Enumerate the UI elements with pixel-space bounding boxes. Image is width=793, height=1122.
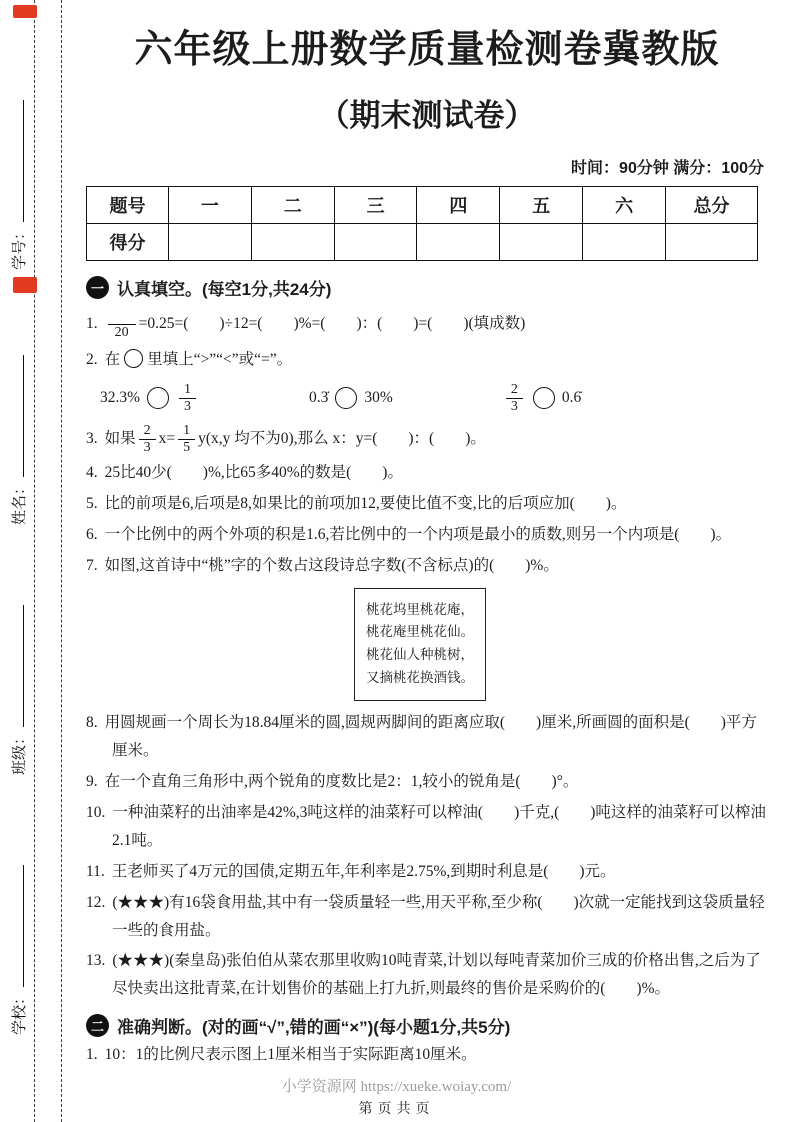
question-1 [86,308,768,341]
poem-line: 桃花仙人种桃树， [366,647,474,663]
school-field [7,845,29,1035]
score-table-header-row [87,186,758,223]
score-table-row-label: 题号 [87,186,169,223]
poem-line: 桃花庵里桃花仙。 [366,624,474,640]
comparison-3 [503,382,581,415]
question-number: 4. [86,463,98,481]
student-id-field [7,80,29,270]
question-text: 10：1的比例尺表示图上1厘米相当于实际距离10厘米。 [104,1046,477,1064]
question-number: 9. [86,773,98,791]
question-number: 7. [86,556,98,574]
question-number: 10. [86,803,106,821]
score-cell [500,223,583,260]
school-blank [12,865,24,987]
fraction-one-fifth: $\frac{1}{5}$ [178,423,195,456]
question-text: 如图,这首诗中“桃”字的个数占这段诗总字数(不含标点)的( )%。 [104,556,559,574]
question-3 [86,423,768,456]
question-number: 11. [86,862,105,880]
poem-line: 又摘桃花换酒钱。 [366,670,474,686]
poem-box [354,588,486,702]
question-text: 如果 [104,429,136,447]
binding-dashed-line [34,0,35,1122]
score-table-col: 六 [583,186,666,223]
question-number: 3. [86,429,98,447]
question-text: 一种油菜籽的出油率是42%,3吨这样的油菜籽可以榨油( )千克,( )吨这样的油菜籽可以榨油2.1吨。 [112,803,766,849]
question-6 [86,521,768,549]
student-name-field [7,335,29,525]
registration-mark [13,5,37,18]
score-cell [169,223,252,260]
score-cell [251,223,334,260]
section-1-header [86,275,768,300]
class-label: 班级： [10,729,28,775]
student-id-blank [12,100,24,222]
comparison-1 [100,382,199,415]
exam-meta: 时间：90分钟 满分：100分 [571,159,764,177]
section-2-title: 准确判断。(对的画“√”,错的画“×”)(每小题1分,共5分) [117,1018,511,1038]
score-table-col: 一 [169,186,252,223]
question-13 [86,947,768,1003]
question-number: 6. [86,525,98,543]
footer-page-info: 第页共页 [358,1102,435,1117]
question-text: 王老师买了4万元的国债,定期五年,年利率是2.75%,到期时利息是( )元。 [111,862,616,880]
question-10 [86,799,768,855]
comparison-circle [335,387,357,409]
score-table-row-label: 得分 [87,223,169,260]
question-7 [86,552,768,580]
question-number: 8. [86,714,98,732]
question-4 [86,459,768,487]
student-id-label: 学号： [10,224,28,270]
question-text: x= [158,429,176,447]
score-cell [417,223,500,260]
question-number: 12. [86,893,106,911]
question-text: 里填上“>”“<”或“=”。 [147,350,293,368]
question-11 [86,858,768,886]
score-table-col-total: 总分 [666,186,758,223]
comparison-circle [147,387,169,409]
comparison-circle [533,387,555,409]
fraction-one-third: $\frac{1}{3}$ [179,382,196,415]
question-text: 25比40少( )%,比65多40%的数是( )。 [104,463,403,481]
section-number-badge: 一 [86,276,109,299]
section-number-badge: 二 [86,1014,109,1037]
score-table-col: 三 [334,186,417,223]
poem-line: 桃花坞里桃花庵， [366,601,474,617]
question-2 [86,346,768,374]
question-5 [86,490,768,518]
score-table-col: 二 [251,186,334,223]
student-name-blank [12,355,24,477]
school-label: 学校： [10,989,28,1035]
class-blank [12,605,24,727]
question-number: 5. [86,494,98,512]
question-text: 在 [104,350,121,368]
student-name-label: 姓名： [10,479,28,525]
question-text: 比的前项是6,后项是8,如果比的前项加12,要使比值不变,比的后项应加( )。 [104,494,627,512]
section-2-header [86,1013,768,1038]
comparison-left-value: 32.3% [100,389,141,407]
fill-circle [124,349,143,368]
comparison-row [86,382,768,415]
comparison-left-value: 0.3̇ [309,389,329,407]
fraction-two-thirds: $\frac{2}{3}$ [139,423,156,456]
score-cell [583,223,666,260]
score-table-col: 五 [500,186,583,223]
question-text: (★★★)有16袋食用盐,其中有一袋质量轻一些,用天平称,至少称( )次就一定能找到这袋质量轻一些的食用盐。 [112,893,765,939]
question-text: =0.25=( )÷12=( )%=( )：( )=( )(填成数) [138,314,526,332]
question-text: (★★★)(秦皇岛)张伯伯从菜农那里收购10吨青菜,计划以每吨青菜加价三成的价格出售,之后为了尽快卖出这批青菜,在计划售价的基础上打九折,则最终的售价是采购价的( )%。 [112,952,761,998]
question-text: 一个比例中的两个外项的积是1.6,若比例中的一个内项是最小的质数,则另一个内项是( )。 [104,525,732,543]
question-number: 1. [86,314,98,332]
question-number: 13. [86,952,106,970]
question-text: 在一个直角三角形中,两个锐角的度数比是2：1,较小的锐角是( )°。 [104,773,579,791]
comparison-right-value: 0.6̇ [561,389,582,407]
score-cell [666,223,758,260]
class-field [7,585,29,775]
question-text: 用圆规画一个周长为18.84厘米的圆,圆规两脚间的距离应取( )厘米,所画圆的面积是( )平方厘米。 [104,714,757,760]
page-subtitle: （期末测试卷） [318,97,536,133]
question-text: y(x,y 均不为0),那么 x：y=( )：( )。 [198,429,486,447]
registration-mark [13,277,37,293]
score-table [86,186,758,261]
exam-paper [86,0,768,1069]
fraction-two-thirds: $\frac{2}{3}$ [506,382,523,415]
question-9 [86,768,768,796]
binding-dashed-line [61,0,62,1122]
score-cell [334,223,417,260]
score-table-score-row [87,223,758,260]
question-number: 2. [86,350,98,368]
question-8 [86,709,768,765]
section-1-title: 认真填空。(每空1分,共24分) [117,279,332,299]
page-title: 六年级上册数学质量检测卷冀教版 [134,29,720,71]
comparison-2 [309,387,393,409]
fraction-blank-over-20: 20 [108,308,136,341]
footer-site-text: 小学资源网 https://xueke.woiay.com/ [281,1079,512,1095]
question-12 [86,889,768,945]
score-table-col: 四 [417,186,500,223]
question-number: 1. [86,1046,98,1064]
comparison-right-value: 30% [364,389,393,407]
judge-question-1 [86,1041,768,1069]
